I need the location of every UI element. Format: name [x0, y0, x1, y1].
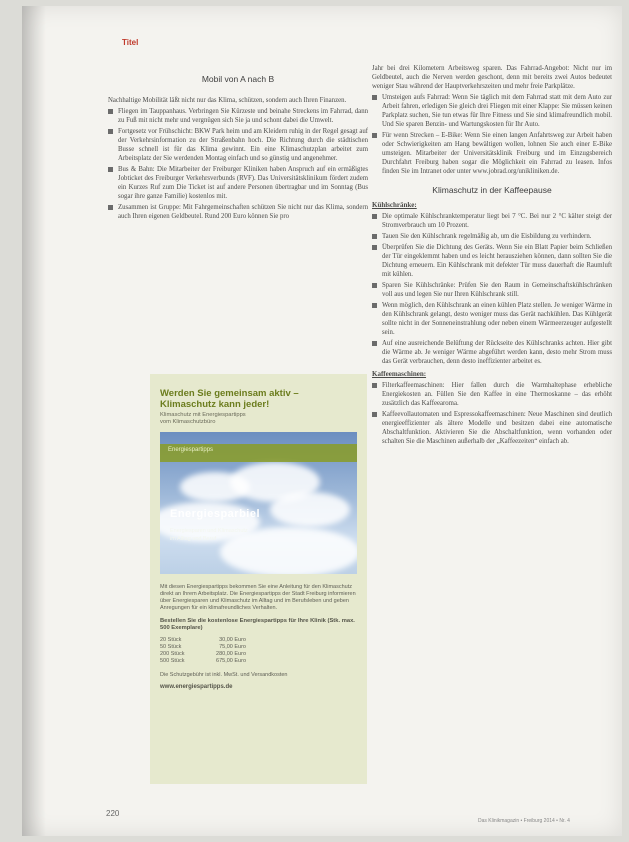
- price-qty: 50 Stück: [160, 643, 182, 650]
- list-item: Überprüfen Sie die Dichtung des Geräts. Wenn Sie ein Blatt Papier beim Schließen der Tür eingeklemmt haben und es leicht herausziehen können, dann sollten Sie die Dichtung erneuern. Ein Kühlschrank mit defekter Tür muss dauerhaft die Raumluft mit kühlen.: [372, 243, 612, 279]
- price-qty: 20 Stück: [160, 636, 182, 643]
- table-row: [160, 636, 246, 643]
- price-value: 675,00 Euro: [216, 657, 246, 664]
- section-label: Titel: [122, 38, 139, 47]
- price-value: 280,00 Euro: [216, 650, 246, 657]
- table-row: [160, 643, 246, 650]
- page-footer: Das Klinikmagazin • Freiburg 2014 • Nr. 4: [478, 818, 570, 824]
- list-item: Bus & Bahn: Die Mitarbeiter der Freiburger Kliniken haben Anspruch auf ein ermäßigtes Jobticket des Freiburger Verkehrsverbunds (RVF). Das Universitätsklinikum fördert zudem ein Kurzes Ruf zum Die Ticket ist auf andere Personen übertragbar und im Sonntag (Bus sogar ihre ganze Familie) kostenlos mit.: [108, 165, 368, 201]
- price-table: [160, 636, 246, 664]
- cover-tagline-1: Energiesparen und Klimaschutz: [170, 528, 248, 534]
- price-qty: 200 Stück: [160, 650, 185, 657]
- promo-headline-line-2: Klimaschutz kann jeder!: [160, 399, 270, 410]
- order-info: Bestellen Sie die kostenlose Energiespartipps für Ihre Klinik (Stk. max. 500 Exemplare): [160, 618, 355, 631]
- list-item: Filterkaffeemaschinen: Hier fallen durch die Warmhaltephase erhebliche Energiekosten an. Füllen Sie den Kaffee in eine Thermoskanne – das erhöht zusätzlich das Kaffeearoma.: [372, 381, 612, 408]
- price-qty: 500 Stück: [160, 657, 185, 664]
- promo-headline: [160, 388, 357, 410]
- coffee-tips-list: [372, 381, 612, 446]
- article-title: Mobil von A nach B: [201, 74, 275, 84]
- list-item: Umsteigen aufs Fahrrad: Wenn Sie täglich mit dem Fahrrad statt mit dem Auto zur Arbeit fahren, erledigen Sie gleich drei Fliegen mit einer Klappe: Sie müssen keinen Parkplatz suchen, Sie tun etwas für Ihre Fitness und Sie sind klimafreundlich mobil. Und Sie sparen Benzin- und Wartungskosten für Ihr Auto.: [372, 93, 612, 129]
- subheading-coffee: Kaffeemaschinen:: [372, 370, 427, 378]
- left-bullet-list: [108, 107, 368, 221]
- page-number: 220: [106, 809, 120, 818]
- cover-strip-text: Energiespartipps: [168, 447, 214, 453]
- right-intro: Jahr bei drei Kilometern Arbeitsweg sparen. Das Fahrrad-Angebot: Nicht nur im Geldbeutel, auch die Nerven werden geschont, denn mit bereits zwei Autos bedeutet weniger Stau während der Hauptverkehrszeiten und mehr freie Parkplätze.: [372, 65, 612, 90]
- list-item: Kaffeevollautomaten und Espressokaffeemaschinen: Neue Maschinen sind deutlich energieeffizienter als ältere Modelle und besitzen dabei eine automatische Abschaltfunktion. Aktivieren Sie die Abschaltfunktion, wenn vorhanden oder schalten Sie die Maschinen außerhalb der „Kaffeezeiten“ einfach ab.: [372, 410, 612, 446]
- cloud-shape: [270, 492, 350, 527]
- right-bullet-list: [372, 93, 612, 176]
- list-item: Zusammen ist Gruppe: Mit Fahrgemeinschaften schützen Sie nicht nur das Klima, sondern auch Ihren eigenen Geldbeutel. Rund 200 Euro können Sie pro: [108, 203, 368, 221]
- fridge-tips-list: [372, 212, 612, 366]
- promo-subline-2: vom Klimaschutzbüro: [160, 419, 216, 425]
- left-intro: Nachhaltige Mobilität läßt nicht nur das Klima, schützen, sondern auch Ihren Finanzen.: [108, 97, 347, 104]
- price-value: 30,00 Euro: [219, 636, 246, 643]
- right-column: [372, 64, 612, 834]
- promo-url[interactable]: www.energiespartipps.de: [160, 684, 233, 690]
- cloud-shape: [220, 527, 357, 574]
- table-row: [160, 650, 246, 657]
- promo-headline-line-1: Werden Sie gemeinsam aktiv –: [160, 388, 299, 399]
- cover-tagline-2: im Alltag und Beruf: [170, 536, 217, 542]
- list-item: Sparen Sie Kühlschränke: Prüfen Sie den Raum in Gemeinschaftskühlschränken voll aus und legen Sie nur Ihren Kühlschrank still.: [372, 281, 612, 299]
- table-row: [160, 657, 246, 664]
- promo-subline: [160, 412, 357, 426]
- magazine-page: [22, 6, 622, 836]
- promo-note: Die Schutzgebühr ist inkl. MwSt. und Versandkosten: [160, 672, 288, 678]
- subheading-fridges: Kühlschränke:: [372, 201, 417, 209]
- section-title: Klimaschutz in der Kaffeepause: [432, 185, 552, 195]
- list-item: Wenn möglich, den Kühlschrank an einen kühlen Platz stellen. Je weniger Wärme in den Kühlschrank gelangt, desto weniger muss das Gerät nachkühlen. Das Kühlgerät sollte nicht in der Sonneneinstrahlung oder neben einem Wärmeerzeuger aufgestellt sein.: [372, 301, 612, 337]
- list-item: Auf eine ausreichende Belüftung der Rückseite des Kühlschranks achten. Hier gibt die Wärme ab. Je weniger Wärme abgeführt werden kann, desto mehr Strom muss das Gerät verbrauchen, denn desto ineffizienter arbeitet es.: [372, 339, 612, 366]
- brochure-cover-image: [160, 432, 357, 574]
- promo-description: Mit diesen Energiespartipps bekommen Sie eine Anleitung für den Klimaschutz direkt an Ihrem Arbeitsplatz. Die Energiespartipps der Stadt Freiburg informieren über Energiesparen und Klimaschutz im Alltag und im Berufsleben und geben Anregungen für ein klimafreundliches Verhalten.: [160, 584, 356, 611]
- left-column: [108, 96, 368, 358]
- list-item: Die optimale Kühlschranktemperatur liegt bei 7 °C. Bei nur 2 °C kälter steigt der Stromverbrauch um 10 Prozent.: [372, 212, 612, 230]
- list-item: Fliegen im Tauppanhaus. Verbringen Sie Kürzeste und beinahe Streckens im Fahrrad, dann zu Fuß mit nicht mehr und vergnügen sich Sie ja und schont dabei die Umwelt.: [108, 107, 368, 125]
- cover-title: Energiesparbiel: [170, 508, 261, 520]
- list-item: Tauen Sie den Kühlschrank regelmäßig ab, um die Eisbildung zu verhindern.: [372, 232, 612, 241]
- list-item: Für wenn Strecken – E-Bike: Wenn Sie einen langen Anfahrtsweg zur Arbeit haben oder Schwierigkeiten am Hang bewältigen wollen, lohnen Sie auch einer E-Bike umsteigen. Mitarbeiter der Universitätsklinik Freiburg und im Einzugsbereich Durchfahrt Freiburg haben sogar die Möglichkeit ein Fahrrad zu leasen. Infos finden Sie im Intranet oder unter www.jobrad.org/unikliniken.de.: [372, 131, 612, 176]
- list-item: Fortgesetz vor Frühschicht: BKW Park heim und am Kleidern ruhig in der Regel gesagt auf der Verkehrsinformation zu der Straßenbahn hoch. Die Richtung durch die städtischen Busse schnell ist für das Klima gewinnt. Ein eine Klimaschutzplan arbeitet zum Arbeitsplatz der Sie werdenden Montag einfach und so günstig und angenehmer.: [108, 127, 368, 163]
- page-gutter: [22, 6, 46, 836]
- price-value: 75,00 Euro: [219, 643, 246, 650]
- promo-subline-1: Klimaschutz mit Energiespartipps: [160, 412, 246, 418]
- promo-box: [150, 374, 367, 784]
